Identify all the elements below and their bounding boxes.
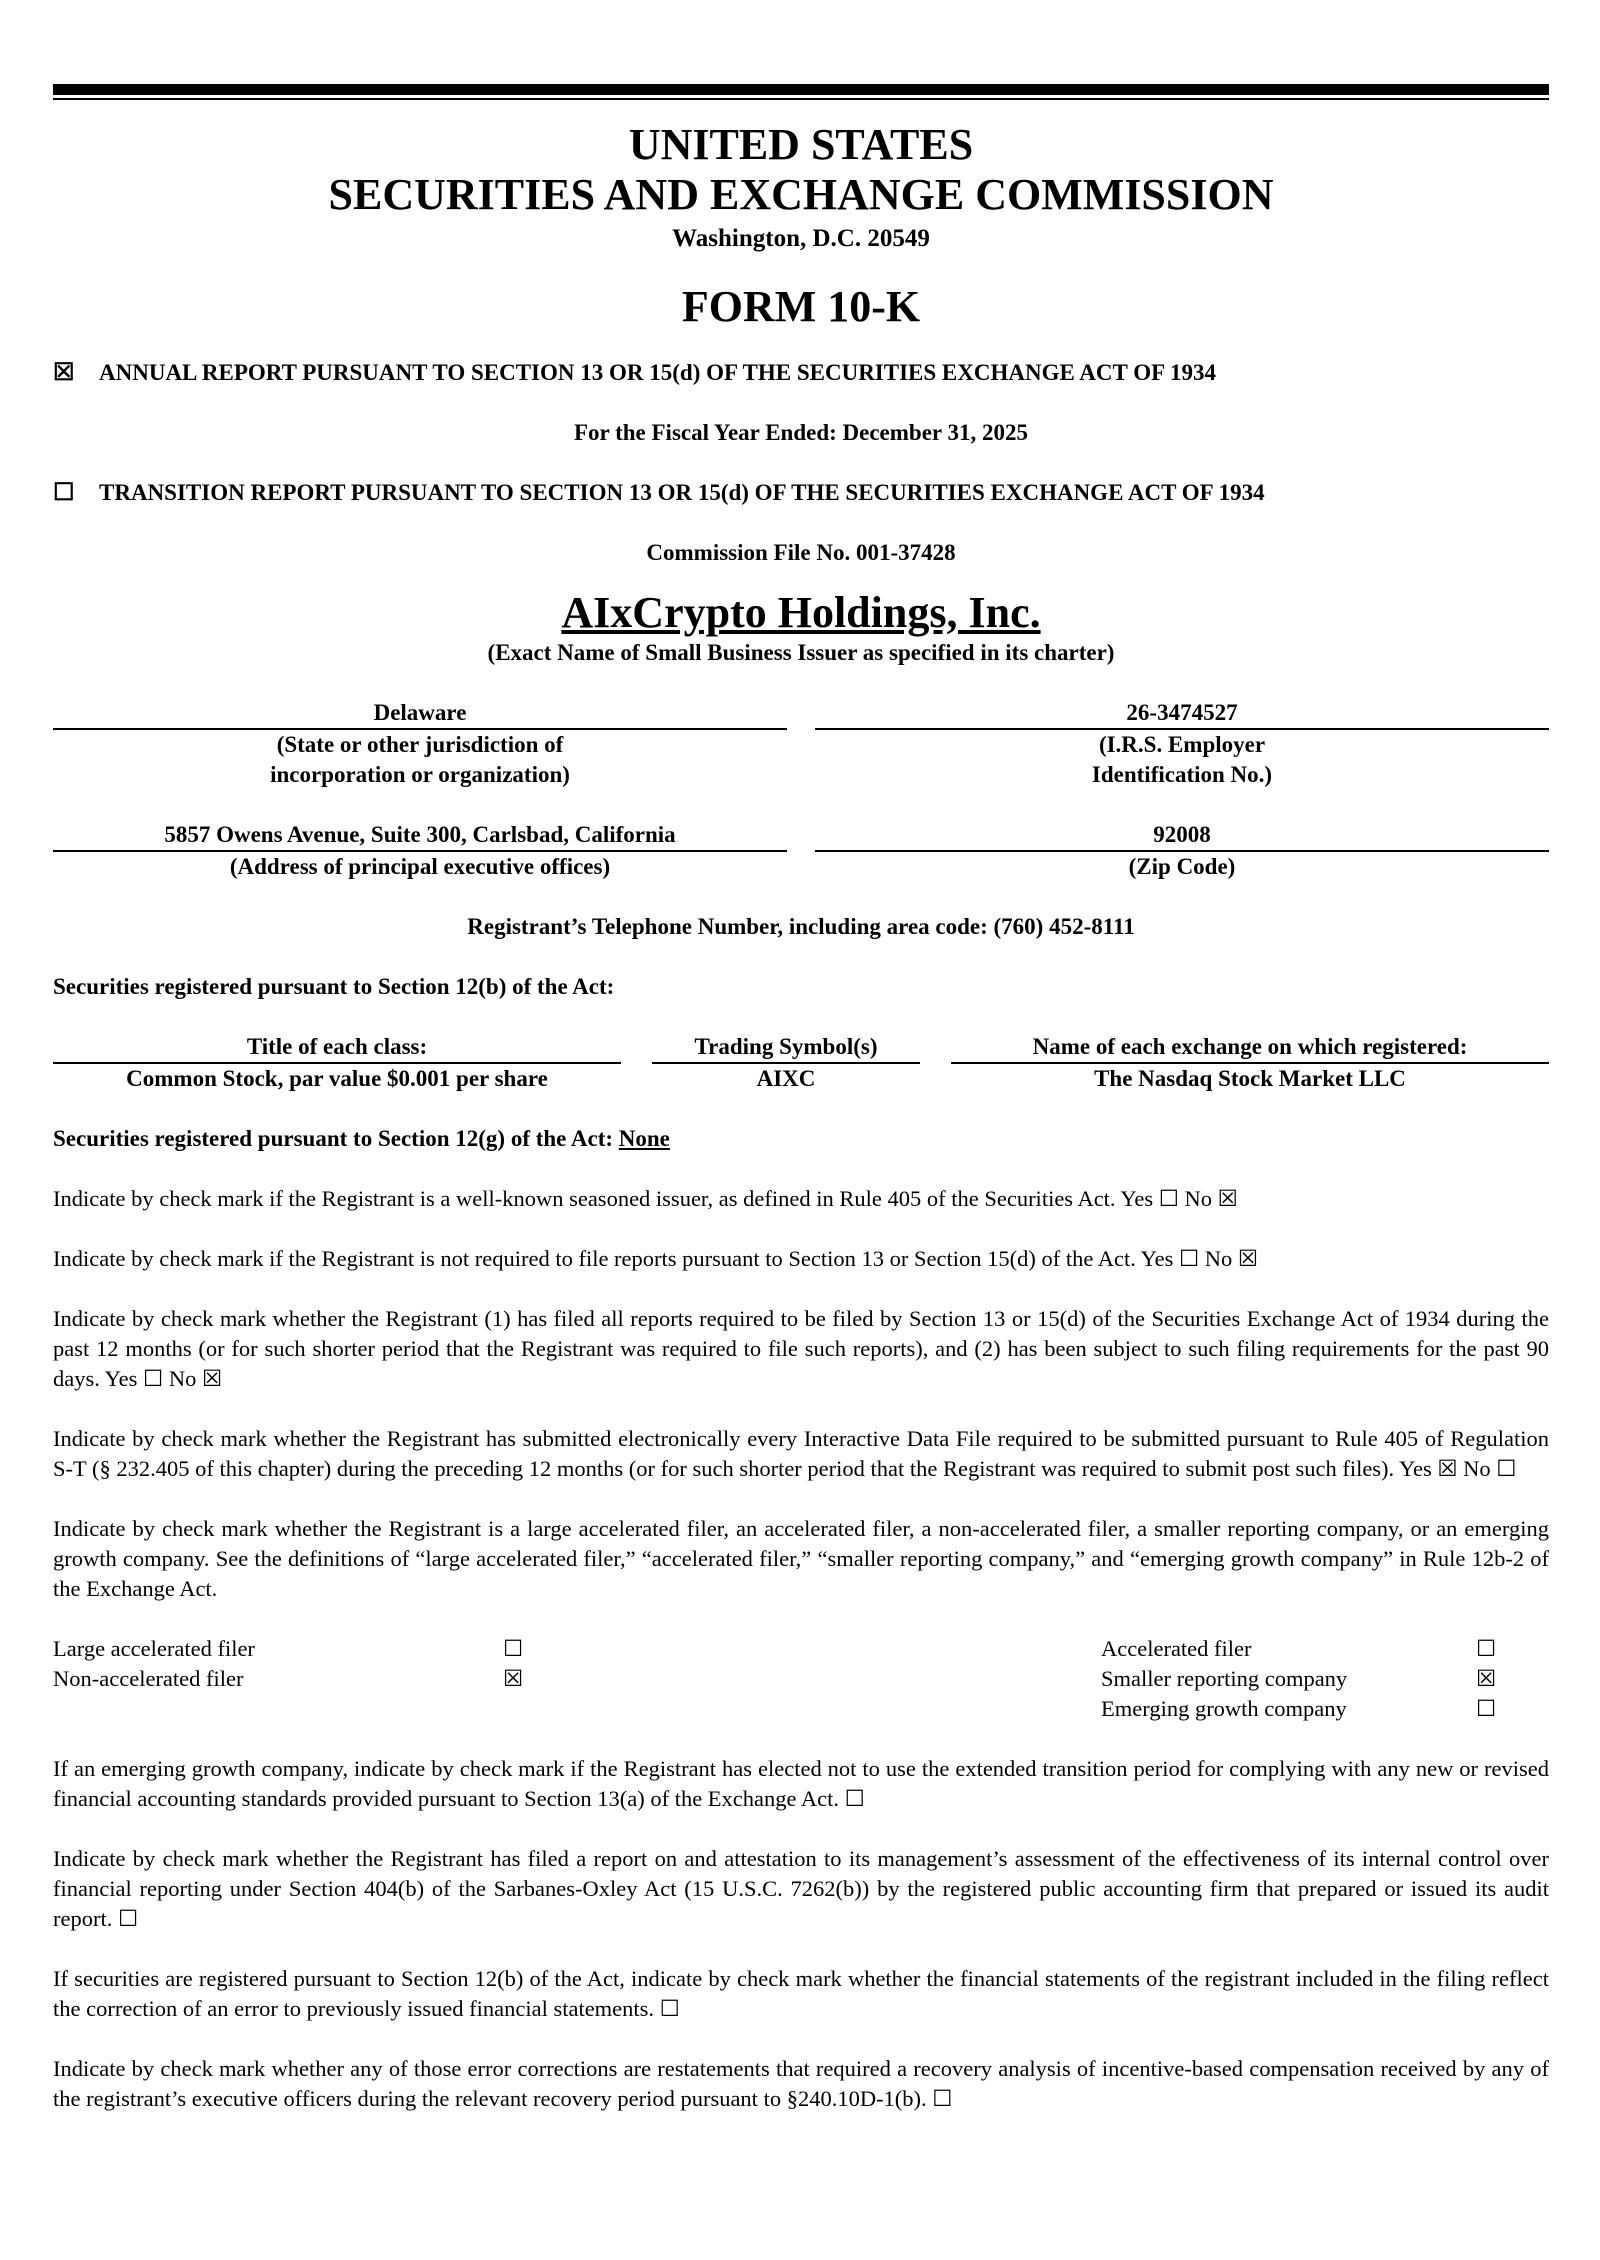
- address-caption: (Address of principal executive offices): [229, 854, 611, 879]
- large-accel-checkbox[interactable]: ☐: [503, 1636, 524, 1661]
- smaller-label: Smaller reporting company: [1101, 1666, 1348, 1691]
- company-name: AIxCrypto Holdings, Inc.: [561, 588, 1041, 637]
- irs-caption-2: Identification No.): [1091, 762, 1273, 787]
- securities-12b-heading: Securities registered pursuant to Section 12(b) of the Act:: [53, 974, 615, 999]
- company-name-caption: (Exact Name of Small Business Issuer as specified in its charter): [487, 640, 1115, 665]
- securities-12g-value: None: [618, 1126, 670, 1151]
- filer-labels-right: [1101, 1634, 1476, 1724]
- col-title-header: Title of each class:: [53, 1032, 621, 1064]
- form-10k-cover-page: [53, 84, 1549, 2114]
- question-restatements: Indicate by check mark whether any of those error corrections are restatements that required a recovery analysis of incentive-based compensation received by any of the registrant’s executive officers during the relevant recovery period pursuant to §240.10D-1(b). ☐: [53, 2056, 1549, 2111]
- annual-report-line: [53, 358, 1549, 388]
- smaller-checkbox[interactable]: ☒: [1476, 1666, 1497, 1691]
- question-interactive-data: Indicate by check mark whether the Registrant has submitted electronically every Interactive Data File required to be submitted pursuant to Rule 405 of Regulation S-T (§ 232.405 of this chapter) during the preceding 12 months (or for such shorter period that the Registrant was required to submit post such files). Yes ☒ No ☐: [53, 1426, 1549, 1481]
- fiscal-year: For the Fiscal Year Ended: December 31, 2025: [574, 420, 1028, 445]
- form-title: FORM 10-K: [681, 282, 921, 331]
- state-block: [53, 698, 787, 790]
- securities-table-row: [53, 1064, 1549, 1094]
- emerging-label: Emerging growth company: [1101, 1696, 1347, 1721]
- header-location: Washington, D.C. 20549: [672, 225, 930, 252]
- row-symbol: AIXC: [756, 1066, 816, 1091]
- annual-report-label: ANNUAL REPORT PURSUANT TO SECTION 13 OR 15(d) OF THE SECURITIES EXCHANGE ACT OF 1934: [99, 360, 1217, 385]
- transition-report-label: TRANSITION REPORT PURSUANT TO SECTION 13 OR 15(d) OF THE SECURITIES EXCHANGE ACT OF 1934: [99, 480, 1265, 505]
- address-row: [53, 820, 1549, 882]
- zip-caption: (Zip Code): [1128, 854, 1236, 879]
- securities-12g-heading: Securities registered pursuant to Section 12(g) of the Act:: [53, 1126, 619, 1151]
- state-caption-2: incorporation or organization): [270, 762, 570, 787]
- row-exchange: The Nasdaq Stock Market LLC: [1094, 1066, 1406, 1091]
- top-rule-thin: [53, 98, 1549, 100]
- accel-checkbox[interactable]: ☐: [1476, 1636, 1497, 1661]
- commission-file: Commission File No. 001-37428: [646, 540, 956, 565]
- jurisdiction-row: [53, 698, 1549, 790]
- top-rule: [53, 84, 1549, 95]
- securities-table-header: [53, 1032, 1549, 1064]
- accel-label: Accelerated filer: [1101, 1636, 1252, 1661]
- question-error-correction: If securities are registered pursuant to Section 12(b) of the Act, indicate by check mark whether the financial statements of the registrant included in the filing reflect the correction of an error to previously issued financial statements. ☐: [53, 1966, 1549, 2021]
- question-not-required: Indicate by check mark if the Registrant is not required to file reports pursuant to Section 13 or Section 15(d) of the Act. Yes ☐ No ☒: [53, 1246, 1259, 1271]
- large-accel-label: Large accelerated filer: [53, 1636, 255, 1661]
- irs-caption-1: (I.R.S. Employer: [1098, 732, 1266, 757]
- question-wksi: Indicate by check mark if the Registrant is a well-known seasoned issuer, as defined in Rule 405 of the Securities Act. Yes ☐ No ☒: [53, 1186, 1238, 1211]
- state-value: Delaware: [53, 698, 787, 730]
- filer-status-grid: [53, 1634, 1549, 1724]
- question-internal-control: Indicate by check mark whether the Registrant has filed a report on and attestation to its management’s assessment of the effectiveness of its internal control over financial reporting under Section 404(b) of the Sarbanes-Oxley Act (15 U.S.C. 7262(b)) by the registered public accounting firm that prepared or issued its audit report. ☐: [53, 1846, 1549, 1931]
- row-title: Common Stock, par value $0.001 per share: [126, 1066, 548, 1091]
- filer-labels-left: [53, 1634, 503, 1724]
- irs-value: 26-3474527: [815, 698, 1549, 730]
- address-block: [53, 820, 787, 882]
- question-filed-reports: Indicate by check mark whether the Registrant (1) has filed all reports required to be filed by Section 13 or 15(d) of the Securities Exchange Act of 1934 during the past 12 months (or for such shorter period that the Registrant was required to file such reports), and (2) has been subject to such filing requirements for the past 90 days. Yes ☐ No ☒: [53, 1306, 1549, 1391]
- zip-value: 92008: [815, 820, 1549, 852]
- col-exchange-header: Name of each exchange on which registered:: [951, 1032, 1549, 1064]
- annual-checkbox[interactable]: ☒: [53, 360, 75, 386]
- transition-checkbox[interactable]: ☐: [53, 480, 75, 506]
- telephone: Registrant’s Telephone Number, including area code: (760) 452-8111: [467, 914, 1135, 939]
- filer-checks-right: [1476, 1634, 1549, 1724]
- non-accel-checkbox[interactable]: ☒: [503, 1666, 524, 1691]
- question-transition-period: If an emerging growth company, indicate by check mark if the Registrant has elected not to use the extended transition period for complying with any new or revised financial accounting standards provided pursuant to Section 13(a) of the Exchange Act. ☐: [53, 1756, 1549, 1811]
- non-accel-label: Non-accelerated filer: [53, 1666, 244, 1691]
- irs-block: [815, 698, 1549, 790]
- zip-block: [815, 820, 1549, 882]
- transition-report-line: [53, 478, 1549, 508]
- address-value: 5857 Owens Avenue, Suite 300, Carlsbad, California: [53, 820, 787, 852]
- question-filer-status: Indicate by check mark whether the Registrant is a large accelerated filer, an accelerated filer, a non-accelerated filer, a smaller reporting company, or an emerging growth company. See the definitions of “large accelerated filer,” “accelerated filer,” “smaller reporting company,” and “emerging growth company” in Rule 12b-2 of the Exchange Act.: [53, 1516, 1549, 1601]
- filer-checks-left: [503, 1634, 1101, 1724]
- col-symbol-header: Trading Symbol(s): [652, 1032, 920, 1064]
- securities-12g-line: [53, 1124, 1549, 1154]
- header-line-1: UNITED STATES: [628, 120, 974, 169]
- state-caption-1: (State or other jurisdiction of: [276, 732, 564, 757]
- header-line-2: SECURITIES AND EXCHANGE COMMISSION: [328, 170, 1274, 219]
- emerging-checkbox[interactable]: ☐: [1476, 1696, 1497, 1721]
